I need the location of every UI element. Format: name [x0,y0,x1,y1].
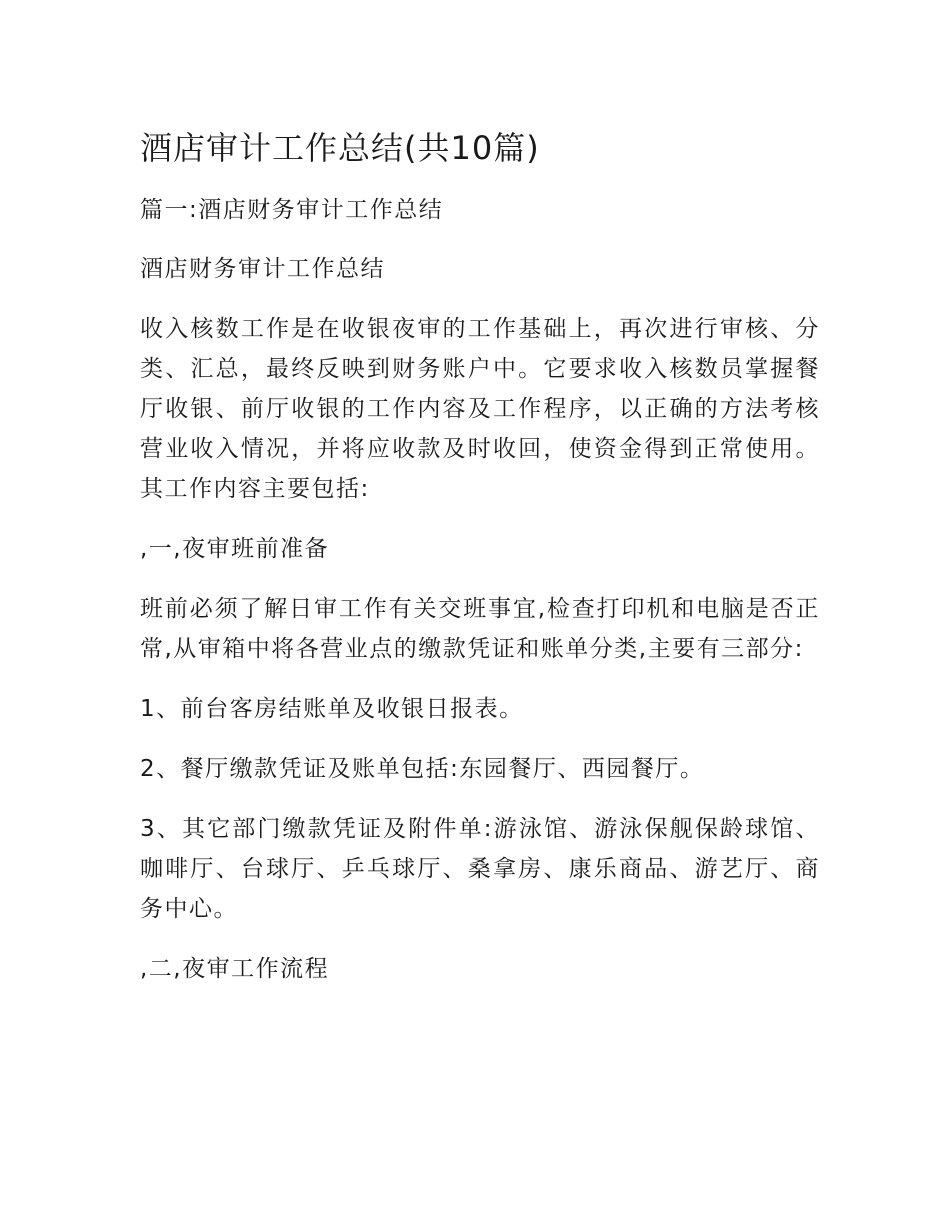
paragraph-intro: 收入核数工作是在收银夜审的工作基础上，再次进行审核、分类、汇总，最终反映到财务账户中。它要求收入核数员掌握餐厅收银、前厅收银的工作内容及工作程序，以正确的方法考核营业收入情况，并将应收款及时收回，使资金得到正常使用。其工作内容主要包括: [140,316,820,502]
section-heading-preparation: ,一,夜审班前准备 [140,536,330,562]
paragraph-preparation: 班前必须了解日审工作有关交班事宜,检查打印机和电脑是否正常,从审箱中将各营业点的缴款凭证和账单分类,主要有三部分: [140,596,820,662]
section-heading-workflow: ,二,夜审工作流程 [140,956,330,982]
chapter-heading: 篇一:酒店财务审计工作总结 [140,197,444,223]
document-page [140,126,820,989]
document-title: 酒店审计工作总结(共10篇) [140,129,540,167]
list-item-2: 2、餐厅缴款凭证及账单包括:东园餐厅、西园餐厅。 [140,756,705,782]
list-item-3: 3、其它部门缴款凭证及附件单:游泳馆、游泳保舰保龄球馆、咖啡厅、台球厅、乒乓球厅、桑拿房、康乐商品、游艺厅、商务中心。 [140,816,820,922]
list-item-1: 1、前台客房结账单及收银日报表。 [140,696,524,722]
section-subtitle: 酒店财务审计工作总结 [140,256,385,282]
